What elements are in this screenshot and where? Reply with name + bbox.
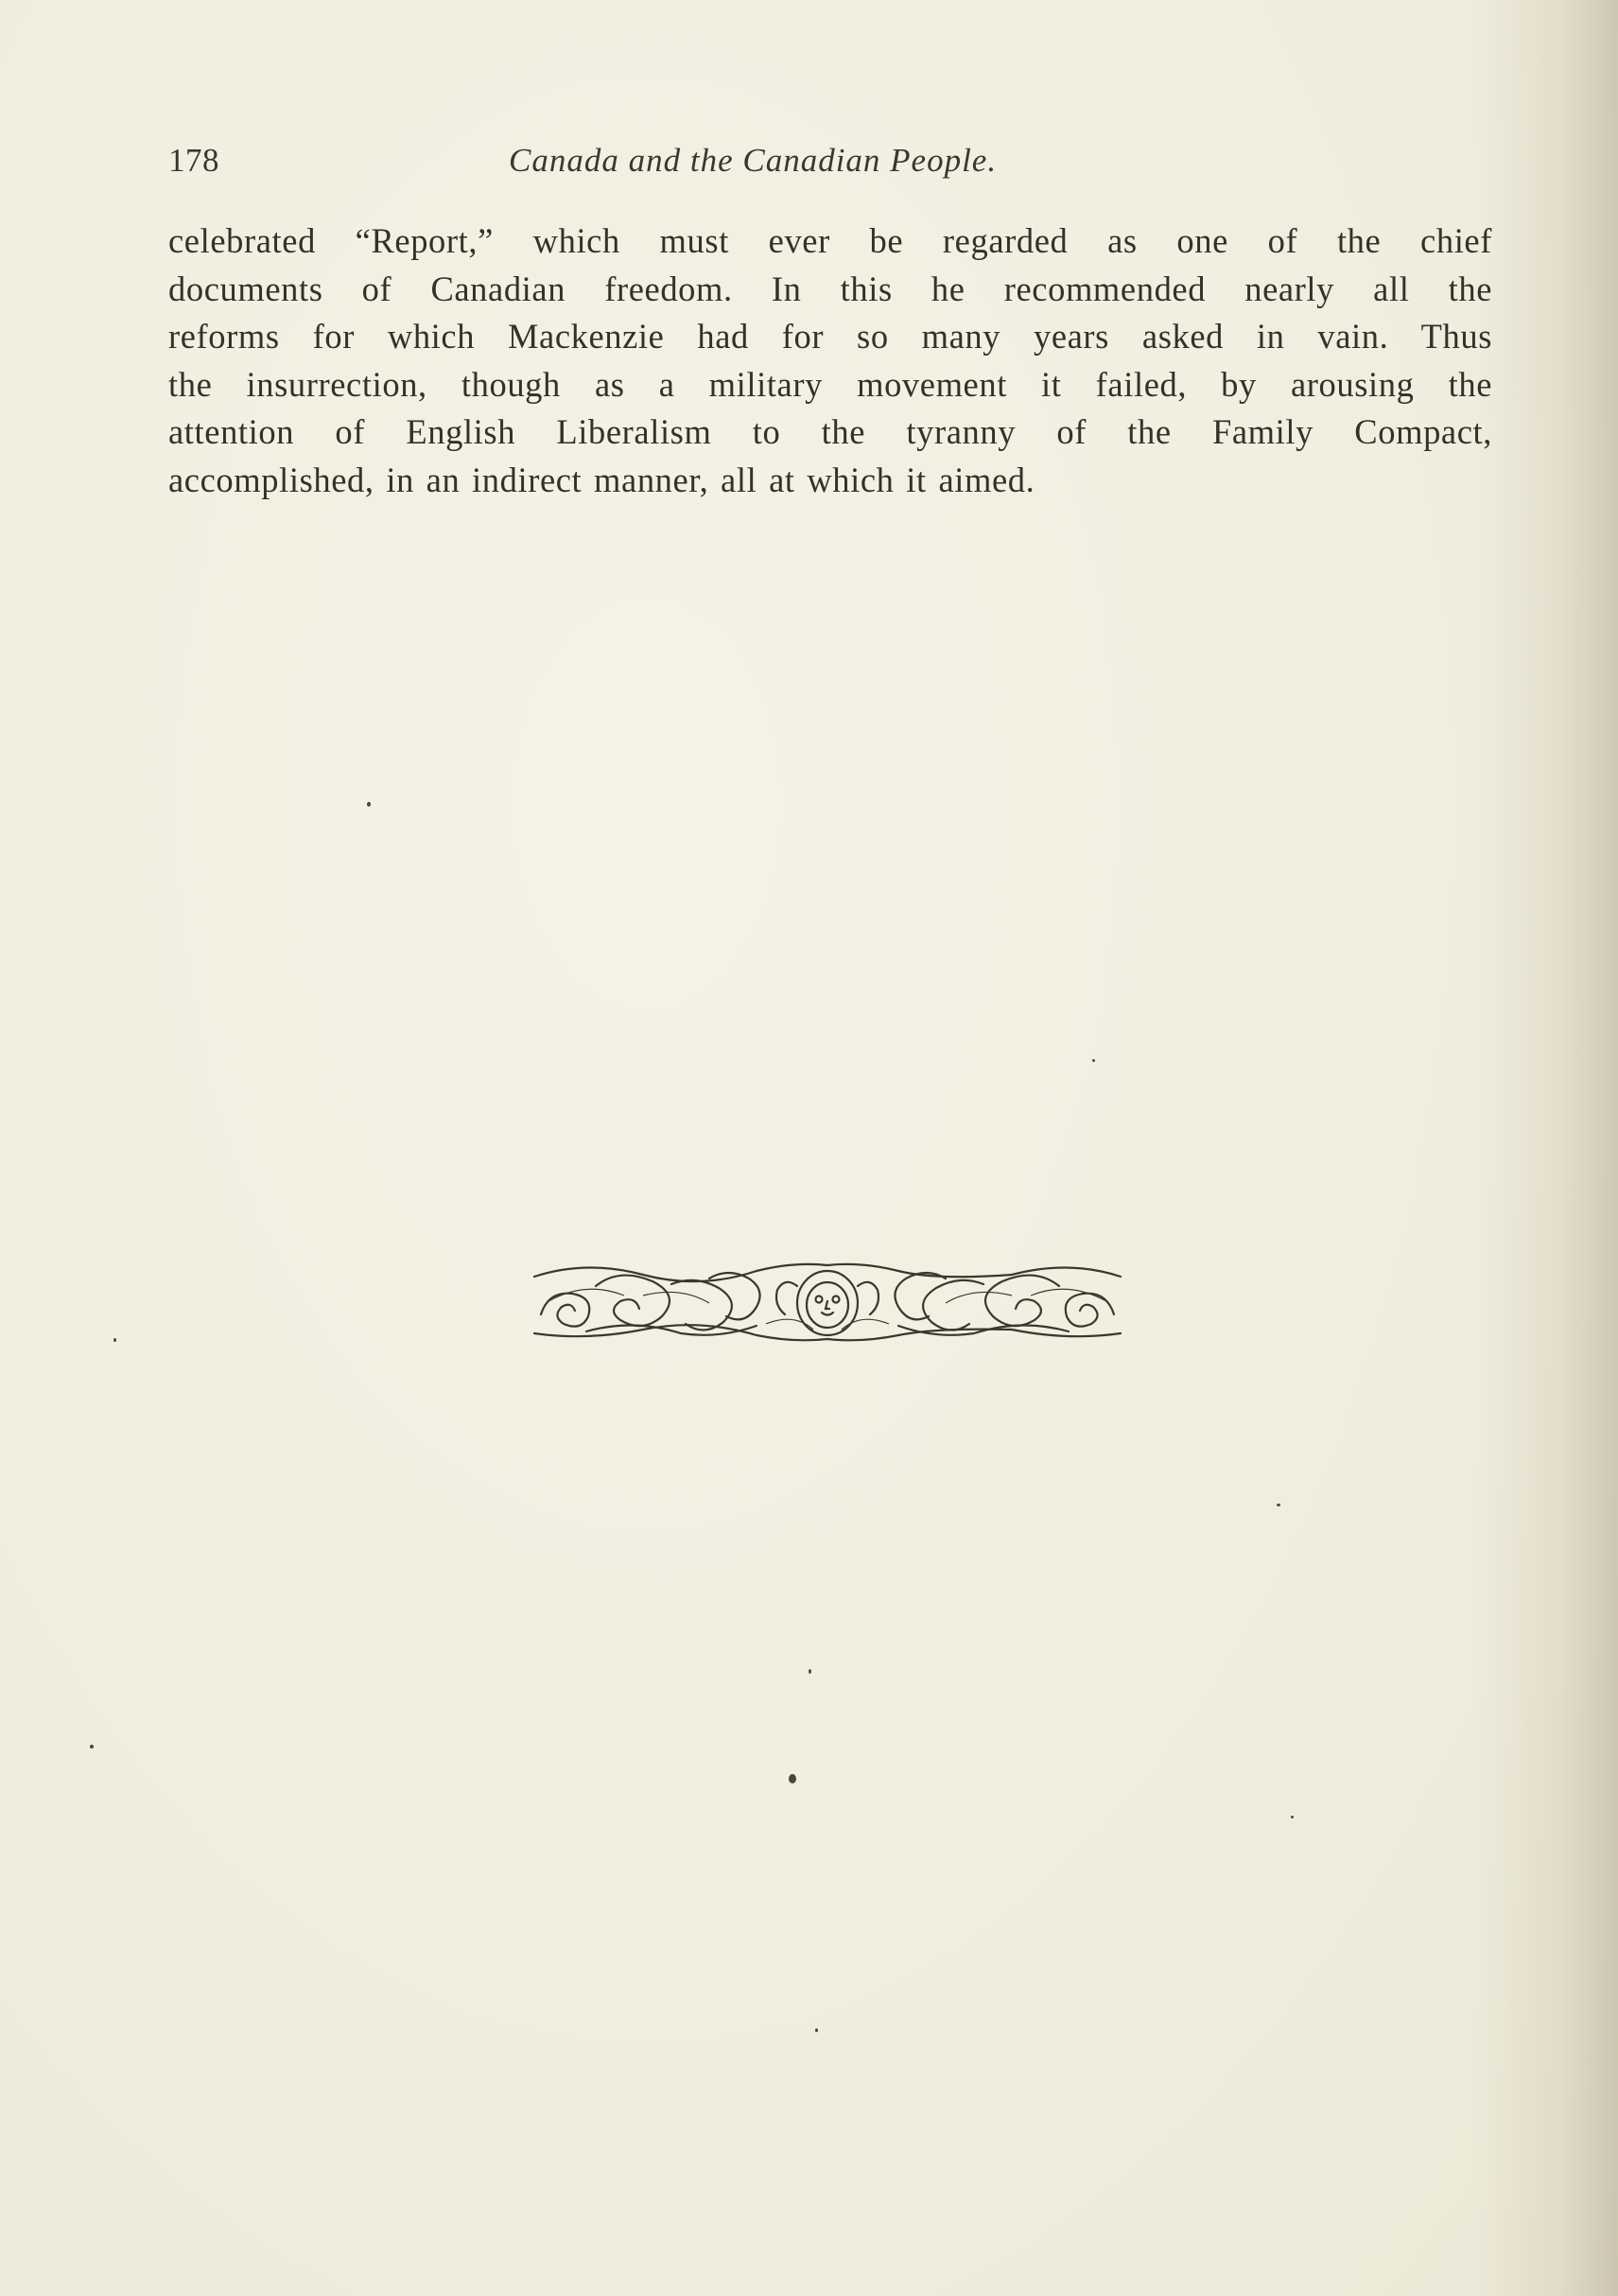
decorative-tailpiece-icon (530, 1258, 1125, 1343)
running-title: Canada and the Canadian People. (509, 142, 998, 179)
text-line: accomplished, in an indirect manner, all at which it aimed. (168, 460, 1035, 499)
text-line: documents of Canadian freedom. In this he recommended nearly all the (168, 269, 1492, 308)
text-line: attention of English Liberalism to the tyranny of the Family Compact, (168, 412, 1492, 451)
text-line: celebrated “Report,” which must ever be regarded as one of the chief (168, 221, 1492, 260)
paper-speck (1092, 1059, 1095, 1062)
page-number: 178 (168, 142, 219, 179)
paper-speck (1291, 1816, 1294, 1818)
paper-speck (809, 1669, 811, 1674)
text-line: the insurrection, though as a military movement it failed, by arousing the (168, 364, 1492, 404)
paper-speck (789, 1774, 796, 1783)
paper-speck (1277, 1504, 1280, 1506)
text-line: reforms for which Mackenzie had for so many years asked in vain. Thus (168, 317, 1492, 356)
paper-speck (367, 802, 371, 807)
paper-speck (90, 1745, 94, 1748)
running-header (168, 142, 1492, 189)
body-paragraph (168, 217, 1492, 504)
paper-speck (815, 2028, 818, 2032)
paper-speck (113, 1338, 116, 1342)
